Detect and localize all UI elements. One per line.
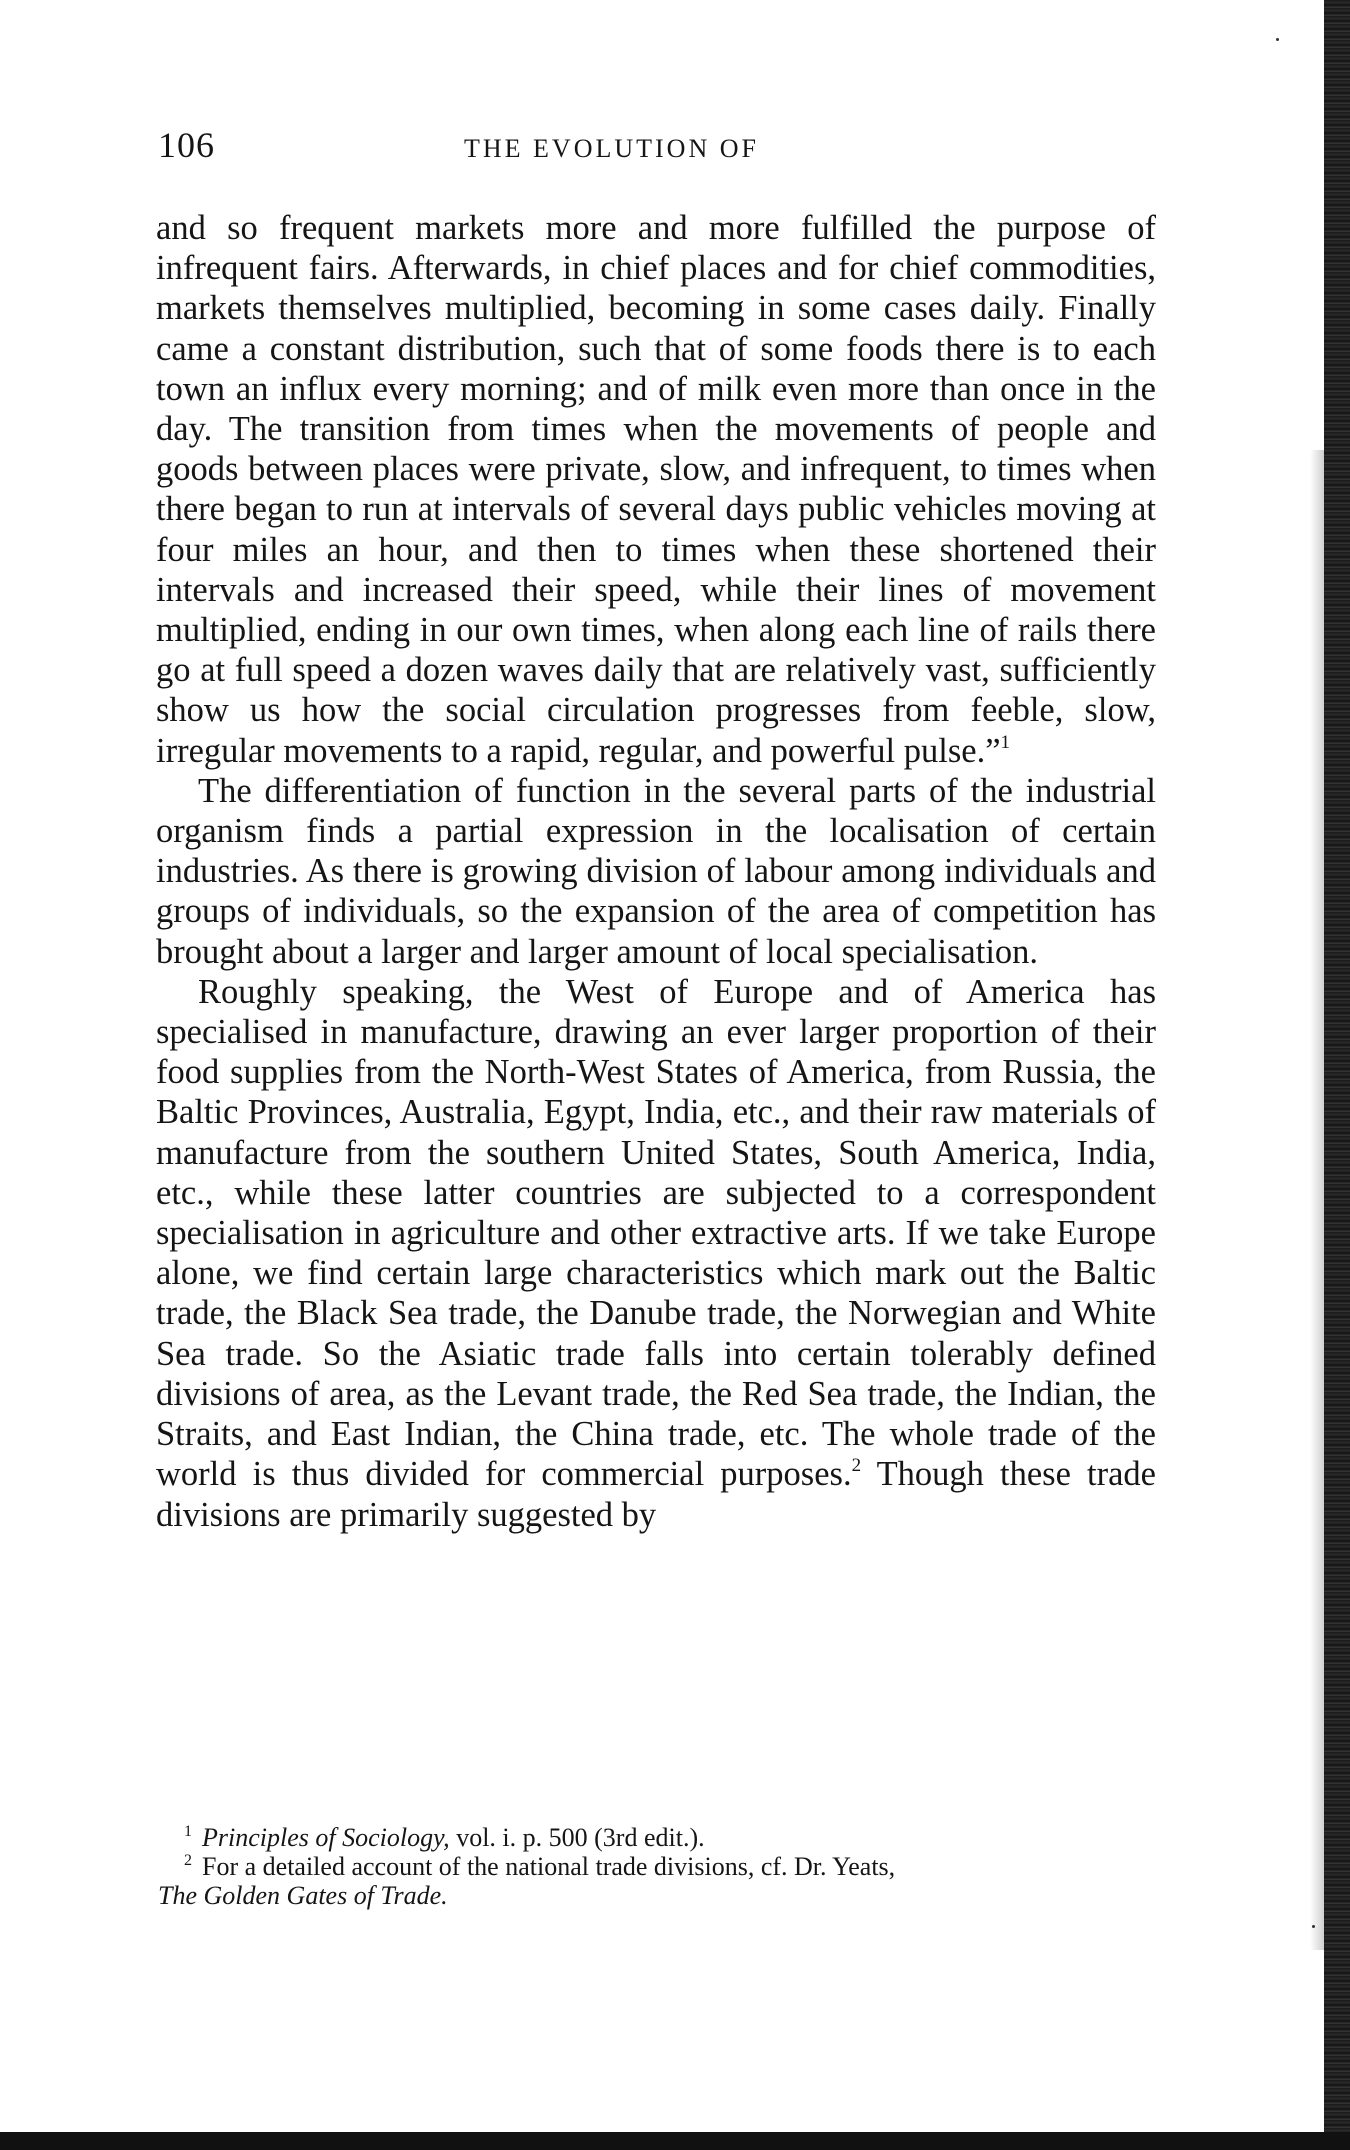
paragraph-3 xyxy=(156,972,1156,1535)
paragraph-1 xyxy=(156,208,1156,771)
footnote-2-title-line xyxy=(158,1881,1158,1910)
footnote-2-marker: 2 xyxy=(184,1852,192,1869)
page-edge-shadow xyxy=(1310,450,1324,1950)
page-header xyxy=(158,124,1158,174)
scan-bottom-edge xyxy=(0,2132,1350,2150)
body-text xyxy=(156,208,1156,1535)
scan-speck xyxy=(1276,38,1279,41)
paragraph-2: The differentiation of function in the several parts of the industrial organism finds a partial expression in the localisation of certain industries. As there is growing division of labour among individuals and groups of individuals, so the expansion of the area of competition has brought about a larger and larger amount of local specialisation. xyxy=(156,771,1156,971)
book-edge xyxy=(1324,0,1350,2150)
footnotes xyxy=(158,1823,1158,1910)
scan-speck xyxy=(1312,1925,1315,1928)
page-number: 106 xyxy=(158,125,215,165)
paragraph-1-text: and so frequent markets more and more fulfilled the purpose of infrequent fairs. Afterwards, in chief places and for chief commodities, markets themselves multiplied, becoming in some cases daily. Finally came a constant distribution, such that of some foods there is to each town an influx every morning; and of milk even more than once in the day. The transition from times when the movements of people and goods between places were private, slow, and infrequent, to times when there began to run at intervals of several days public vehicles moving at four miles an hour, and then to times when these shortened their intervals and increased their speed, while their lines of movement multiplied, ending in our own times, when along each line of rails there go at full speed a dozen waves daily that are relatively vast, sufficiently show us how the social circulation progresses from feeble, slow, irregular movements to a rapid, regular, and powerful pulse.” xyxy=(156,209,1156,770)
footnote-2-text: For a detailed account of the national trade divisions, cf. Dr. Yeats, xyxy=(202,1852,896,1881)
footnote-2-title: The Golden Gates of Trade. xyxy=(158,1881,448,1910)
footnote-1 xyxy=(158,1823,1158,1852)
footnote-ref-2: 2 xyxy=(851,1455,862,1477)
footnote-1-marker: 1 xyxy=(184,1823,192,1840)
footnote-ref-1: 1 xyxy=(1000,731,1011,753)
footnote-1-text: vol. i. p. 500 (3rd edit.). xyxy=(449,1823,705,1852)
running-title: THE EVOLUTION OF xyxy=(464,134,759,163)
footnote-2 xyxy=(158,1852,1158,1881)
paragraph-3-continuation: Though these trade divisions are primarily suggested by xyxy=(156,1455,1156,1534)
paragraph-3-text: Roughly speaking, the West of Europe and of America has specialised in manufacture, drawing an ever larger proportion of their food supplies from the North-West States of America, from Russia, the Baltic Provinces, Australia, Egypt, India, etc., and their raw materials of manufacture from the southern United States, South America, India, etc., while these latter countries are subjected to a correspondent specialisation in agriculture and other extractive arts. If we take Europe alone, we find certain large characteristics which mark out the Baltic trade, the Black Sea trade, the Danube trade, the Norwegian and White Sea trade. So the Asiatic trade falls into certain tolerably defined divisions of area, as the Levant trade, the Red Sea trade, the Indian, the Straits, and East Indian, the China trade, etc. The whole trade of the world is thus divided for commercial purposes. xyxy=(156,972,1156,1494)
footnote-1-title: Principles of Sociology, xyxy=(202,1823,450,1852)
